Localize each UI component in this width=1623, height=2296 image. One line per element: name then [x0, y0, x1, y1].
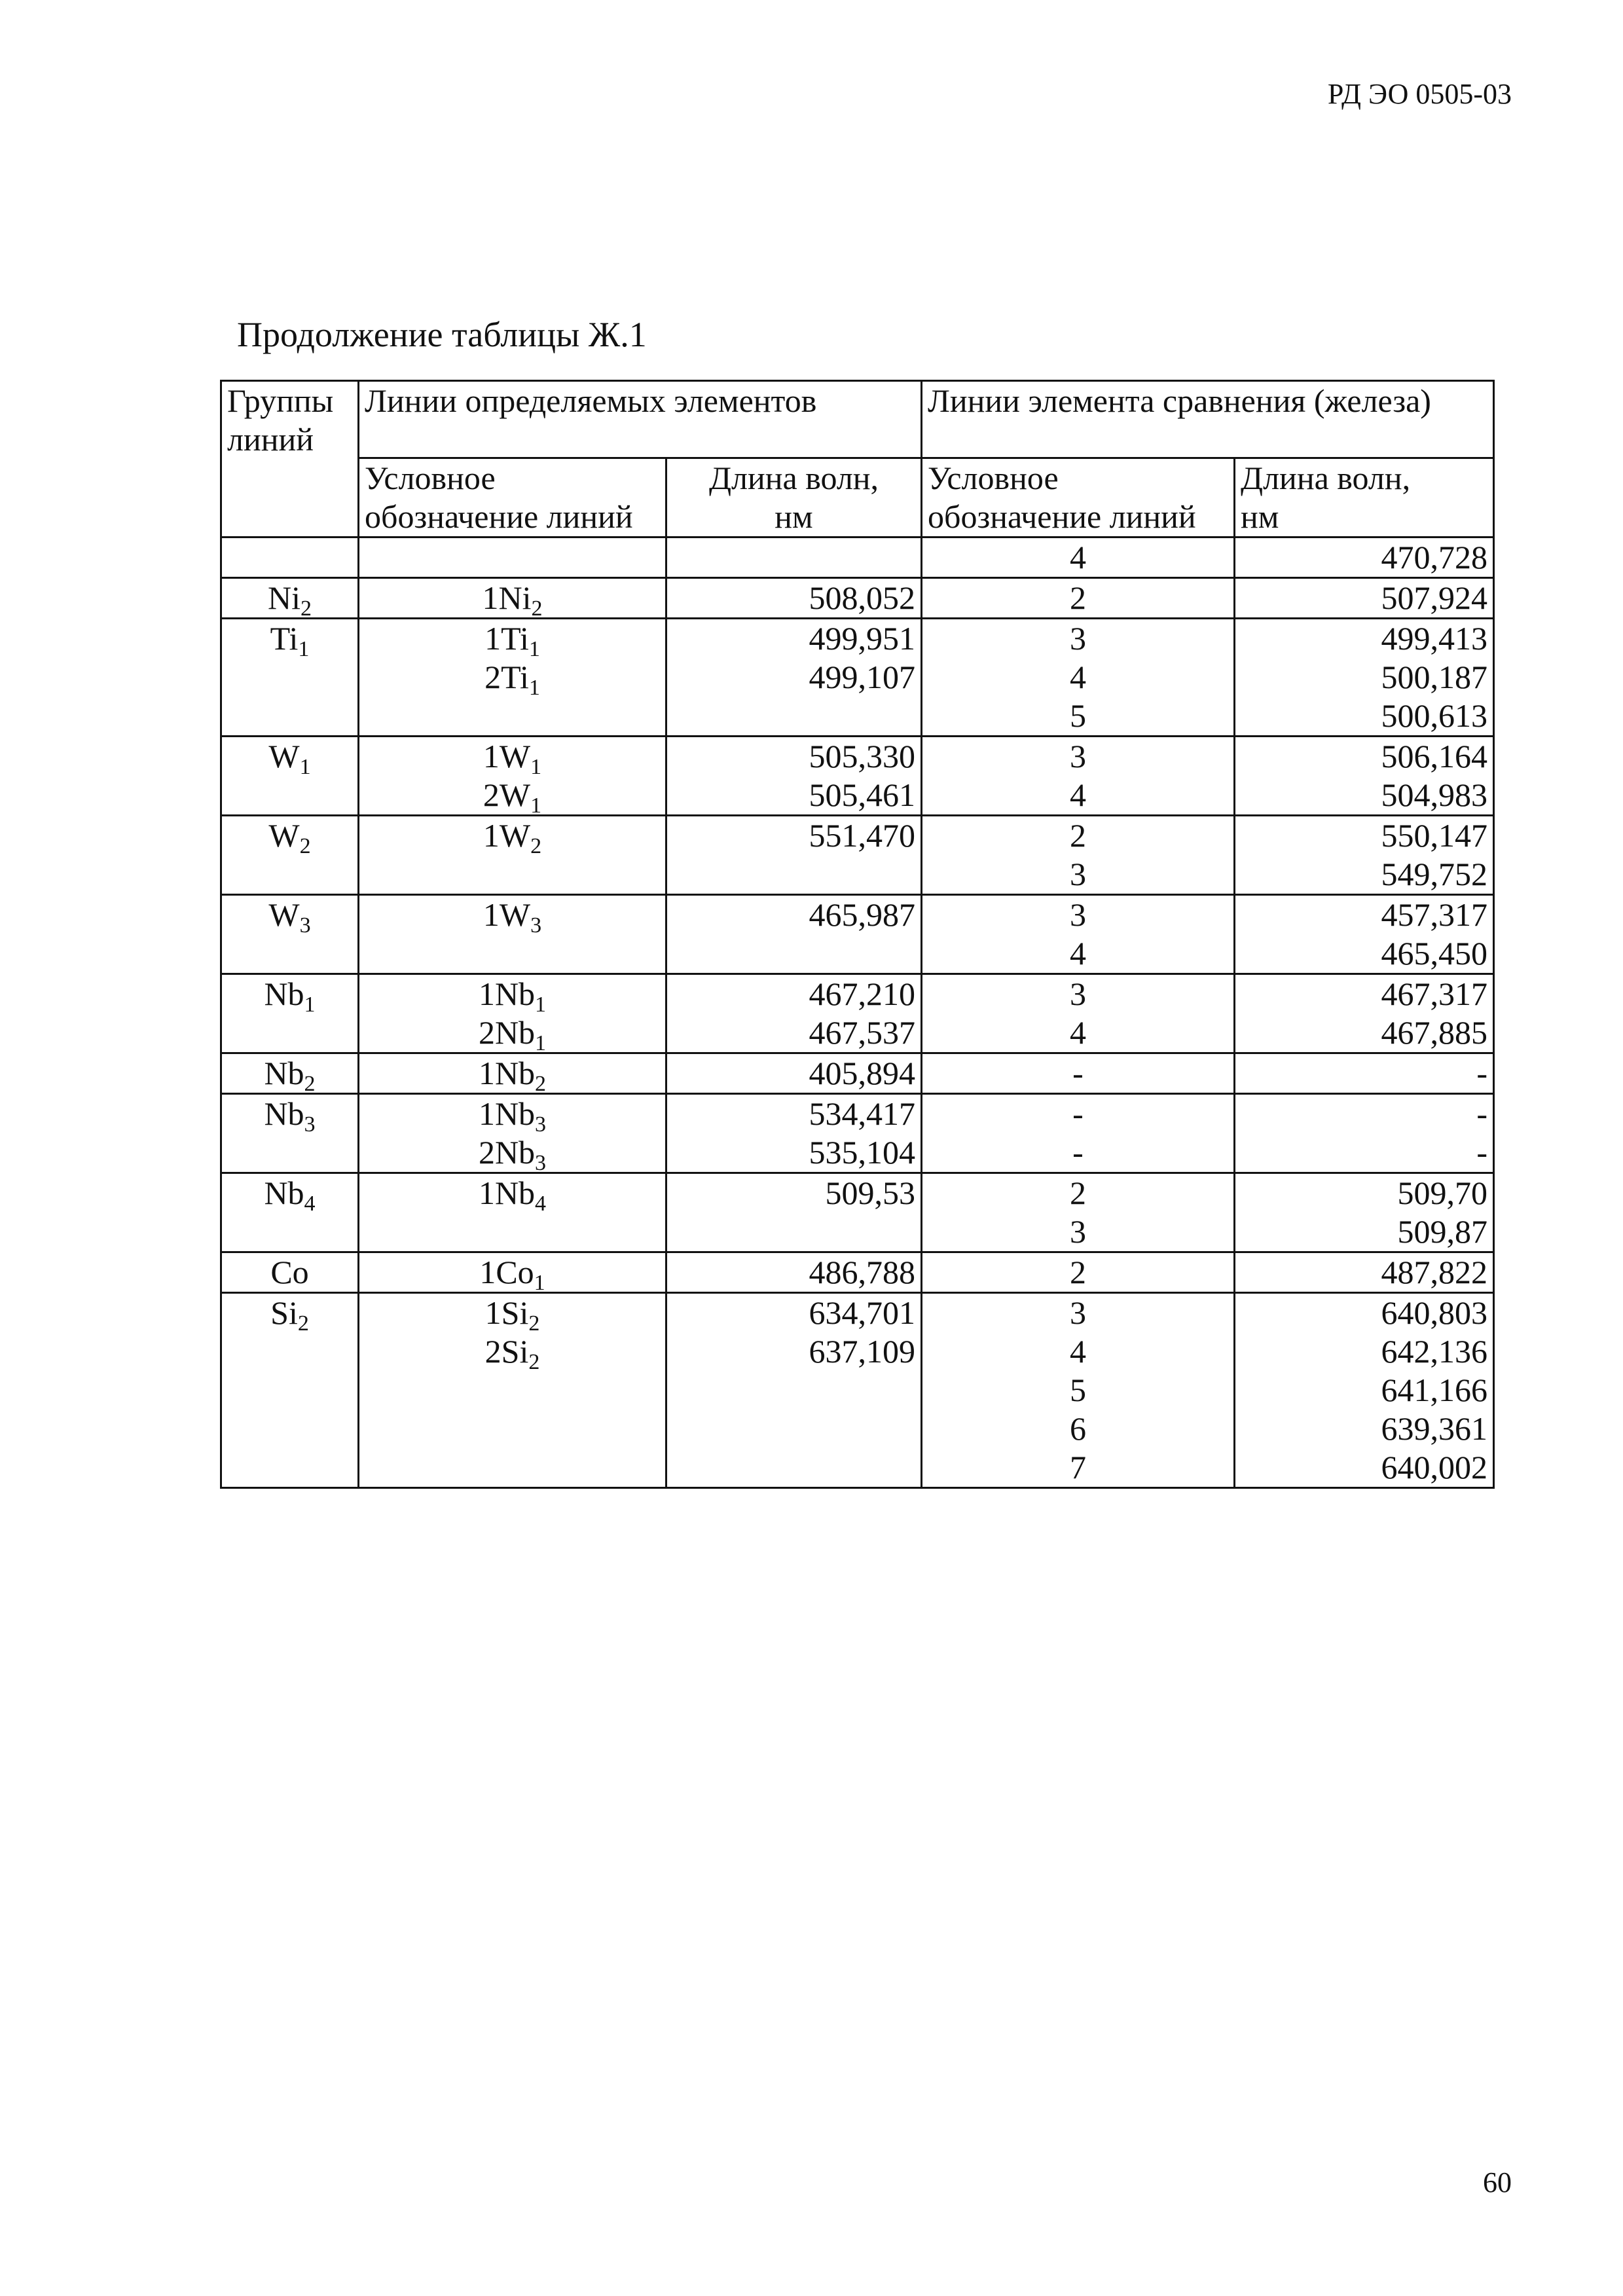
line-designation-cell: $1W_2$ — [359, 816, 666, 895]
wavelength-cell — [666, 538, 922, 578]
table-row — [221, 1293, 1494, 1488]
line-designation-cell: $1Ni_2$ — [359, 578, 666, 619]
fe-designation-cell: - — [922, 1053, 1235, 1094]
fe-wavelength-cell: 640,803 642,136 641,166 639,361 640,002 — [1235, 1293, 1494, 1488]
wavelength-cell: 509,53 — [666, 1173, 922, 1252]
wavelength-cell: 465,987 — [666, 895, 922, 974]
group-cell: $W_1$ — [221, 737, 359, 816]
table-row — [221, 619, 1494, 737]
table-row — [221, 737, 1494, 816]
spectral-lines-table — [220, 380, 1495, 1489]
subheader-fe-wavelength: Длина волн, нм — [1235, 458, 1494, 538]
fe-designation-cell: 2 — [922, 1252, 1235, 1293]
header-determined-lines: Линии определяемых элементов — [359, 381, 922, 458]
document-code: РД ЭО 0505-03 — [1327, 78, 1512, 110]
wavelength-cell: 634,701 637,109 — [666, 1293, 922, 1488]
table-row — [221, 895, 1494, 974]
wavelength-cell: 486,788 — [666, 1252, 922, 1293]
line-designation-cell: $1Nb_2$ — [359, 1053, 666, 1094]
fe-wavelength-cell: - - — [1235, 1094, 1494, 1173]
table-row — [221, 578, 1494, 619]
fe-wavelength-cell: 506,164 504,983 — [1235, 737, 1494, 816]
line-designation-cell: $1W_3$ — [359, 895, 666, 974]
table-row — [221, 974, 1494, 1053]
line-designation-cell: $1Nb_1$ $2Nb_1$ — [359, 974, 666, 1053]
fe-designation-cell: 2 3 — [922, 1173, 1235, 1252]
line-designation-cell: $1Si_2$ $2Si_2$ — [359, 1293, 666, 1488]
page-number: 60 — [1483, 2166, 1512, 2198]
fe-designation-cell: 3 4 — [922, 737, 1235, 816]
group-cell: $Si_2$ — [221, 1293, 359, 1488]
wavelength-cell: 534,417 535,104 — [666, 1094, 922, 1173]
wavelength-cell: 499,951 499,107 — [666, 619, 922, 737]
table-row — [221, 1252, 1494, 1293]
group-cell: $Nb_3$ — [221, 1094, 359, 1173]
fe-designation-cell: 3 4 — [922, 974, 1235, 1053]
wavelength-cell: 405,894 — [666, 1053, 922, 1094]
wavelength-cell: 505,330 505,461 — [666, 737, 922, 816]
group-cell: $W_3$ — [221, 895, 359, 974]
group-cell: Co — [221, 1252, 359, 1293]
table-subheader-row — [221, 458, 1494, 538]
fe-wavelength-cell: 457,317 465,450 — [1235, 895, 1494, 974]
table-row — [221, 816, 1494, 895]
wavelength-cell: 551,470 — [666, 816, 922, 895]
fe-wavelength-cell: 499,413 500,187 500,613 — [1235, 619, 1494, 737]
group-cell: $Ti_1$ — [221, 619, 359, 737]
table-row — [221, 1173, 1494, 1252]
fe-wavelength-cell: 509,70 509,87 — [1235, 1173, 1494, 1252]
fe-wavelength-cell: 487,822 — [1235, 1252, 1494, 1293]
line-designation-cell: $1Nb_4$ — [359, 1173, 666, 1252]
subheader-wavelength: Длина волн, нм — [666, 458, 922, 538]
line-designation-cell — [359, 538, 666, 578]
table-row — [221, 538, 1494, 578]
fe-wavelength-cell: 470,728 — [1235, 538, 1494, 578]
table-row — [221, 1053, 1494, 1094]
header-reference-lines: Линии элемента сравнения (железа) — [922, 381, 1494, 458]
group-cell: $Nb_1$ — [221, 974, 359, 1053]
group-cell — [221, 538, 359, 578]
fe-wavelength-cell: 550,147 549,752 — [1235, 816, 1494, 895]
table-row — [221, 1094, 1494, 1173]
group-cell: $Nb_2$ — [221, 1053, 359, 1094]
fe-designation-cell: 4 — [922, 538, 1235, 578]
fe-designation-cell: 2 3 — [922, 816, 1235, 895]
wavelength-cell: 467,210 467,537 — [666, 974, 922, 1053]
wavelength-cell: 508,052 — [666, 578, 922, 619]
group-cell: $Nb_4$ — [221, 1173, 359, 1252]
fe-designation-cell: 3 4 — [922, 895, 1235, 974]
fe-wavelength-cell: 467,317 467,885 — [1235, 974, 1494, 1053]
line-designation-cell: $1Co_1$ — [359, 1252, 666, 1293]
fe-designation-cell: 3 4 5 6 7 — [922, 1293, 1235, 1488]
line-designation-cell: $1W_1$ $2W_1$ — [359, 737, 666, 816]
fe-wavelength-cell: - — [1235, 1053, 1494, 1094]
group-cell: $Ni_2$ — [221, 578, 359, 619]
fe-designation-cell: 3 4 5 — [922, 619, 1235, 737]
fe-wavelength-cell: 507,924 — [1235, 578, 1494, 619]
subheader-fe-designation: Условное обозначение линий — [922, 458, 1235, 538]
table-body — [221, 538, 1494, 1488]
line-designation-cell: $1Nb_3$ $2Nb_3$ — [359, 1094, 666, 1173]
table-header-row — [221, 381, 1494, 458]
header-groups: Группы линий — [221, 381, 359, 538]
fe-designation-cell: - - — [922, 1094, 1235, 1173]
table-caption: Продолжение таблицы Ж.1 — [237, 315, 647, 354]
group-cell: $W_2$ — [221, 816, 359, 895]
line-designation-cell: $1Ti_1$ $2Ti_1$ — [359, 619, 666, 737]
subheader-designation: Условное обозначение линий — [359, 458, 666, 538]
fe-designation-cell: 2 — [922, 578, 1235, 619]
